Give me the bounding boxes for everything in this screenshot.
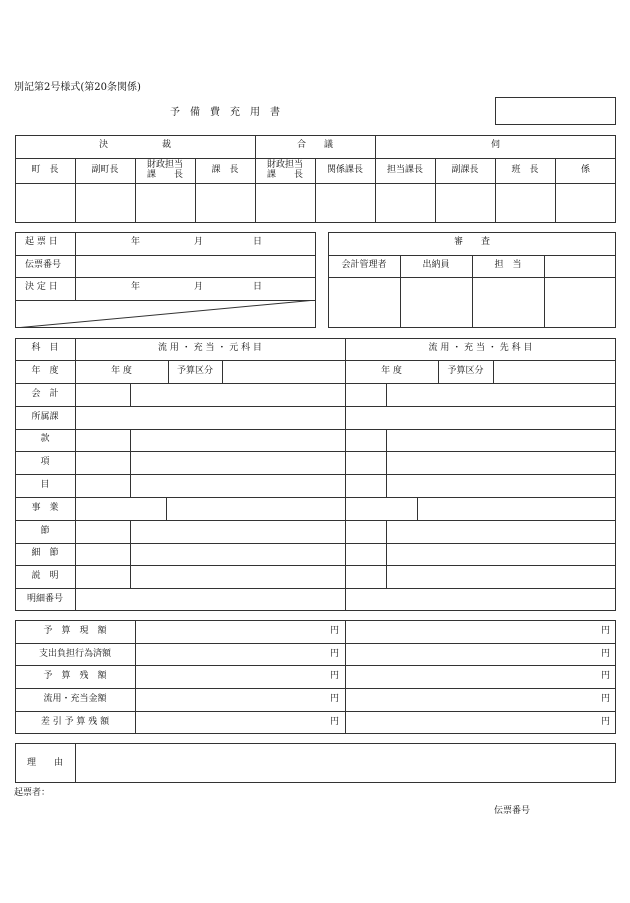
yen-unit: 円 (329, 671, 339, 681)
audit-col-accountant: 会計管理者 (341, 260, 387, 270)
kettei-day: 日 (253, 282, 263, 292)
from-year-label: 年 度 (111, 366, 132, 376)
yen-unit: 円 (329, 649, 339, 659)
col-charge-chief: 担当課長 (386, 165, 423, 175)
row-label-setsumei: 説 明 (31, 571, 59, 581)
to-year-label: 年 度 (381, 366, 402, 376)
yen-unit: 円 (600, 717, 610, 727)
form-title: 予 備 費 充 用 書 (170, 107, 280, 118)
yen-unit: 円 (600, 694, 610, 704)
from-account-header: 流 用 ・ 充 当 ・ 元 科 目 (158, 343, 262, 353)
row-label-kou: 項 (40, 457, 50, 467)
yen-unit: 円 (600, 649, 610, 659)
row-label-saisetsu: 細 節 (31, 548, 59, 558)
group-ukagai: 伺 (490, 140, 500, 150)
col-finance-chief-2: 財政担当 課 長 (266, 160, 303, 180)
kettei-year: 年 (131, 282, 141, 292)
yen-unit: 円 (329, 717, 339, 727)
kihyo-year: 年 (131, 237, 141, 247)
amount-label-zangaku: 予 算 残 額 (43, 671, 107, 681)
col-team-leader: 班 長 (511, 165, 539, 175)
from-budget-class: 予算区分 (176, 366, 213, 376)
row-label-moku: 目 (40, 480, 50, 490)
to-account-header: 流 用 ・ 充 当 ・ 先 科 目 (428, 343, 533, 353)
audit-col-cashier: 出納員 (422, 260, 450, 270)
yen-unit: 円 (329, 694, 339, 704)
row-label-setsu: 節 (40, 526, 50, 536)
to-budget-class: 予算区分 (447, 366, 484, 376)
yen-unit: 円 (600, 671, 610, 681)
yen-unit: 円 (600, 626, 610, 636)
row-label-shozokuka: 所属課 (31, 412, 59, 422)
col-finance-chief-1: 財政担当 課 長 (146, 160, 183, 180)
col-deputy-mayor: 副町長 (91, 165, 119, 175)
drafter-label: 起票者： (14, 788, 51, 798)
diagonal-line (15, 300, 316, 328)
row-label-meisai: 明細番号 (26, 594, 63, 604)
col-mayor: 町 長 (31, 165, 59, 175)
amount-label-juto: 流用・充当金額 (43, 694, 107, 704)
col-section-chief: 課 長 (211, 165, 239, 175)
form-reference: 別記第2号様式(第20条関係) (14, 82, 141, 93)
stamp-box[interactable] (495, 97, 616, 125)
kihyo-day: 日 (253, 237, 263, 247)
reason-field[interactable] (76, 744, 615, 782)
row-label-kaikei: 会 計 (31, 389, 59, 399)
row-label-nendo: 年 度 (31, 366, 59, 376)
amount-label-shishutsu: 支出負担行為済額 (38, 649, 111, 659)
kihyo-month: 月 (194, 237, 204, 247)
audit-title: 審 査 (453, 237, 490, 247)
footer-denpyo-label: 伝票番号 (494, 806, 531, 816)
amount-label-genkaku: 予 算 現 額 (43, 626, 107, 636)
group-aigi: 合 議 (296, 140, 333, 150)
row-label-kan: 款 (40, 434, 50, 444)
yen-unit: 円 (329, 626, 339, 636)
row-label-jigyo: 事 業 (31, 503, 59, 513)
kettei-month: 月 (194, 282, 204, 292)
kihyo-date-label: 起 票 日 (25, 237, 58, 247)
col-deputy-chief: 副課長 (451, 165, 479, 175)
kettei-date-label: 決 定 日 (25, 282, 58, 292)
row-label-kamoku: 科 目 (31, 343, 59, 353)
denpyo-number-label: 伝票番号 (25, 260, 62, 270)
reason-label: 理 由 (26, 758, 63, 768)
amount-label-sashihiki: 差 引 予 算 残 額 (40, 717, 110, 727)
group-kessai: 決 裁 (98, 140, 171, 150)
col-related-chief: 関係課長 (326, 165, 363, 175)
col-staff: 係 (580, 165, 590, 175)
audit-col-staff: 担 当 (494, 260, 522, 270)
